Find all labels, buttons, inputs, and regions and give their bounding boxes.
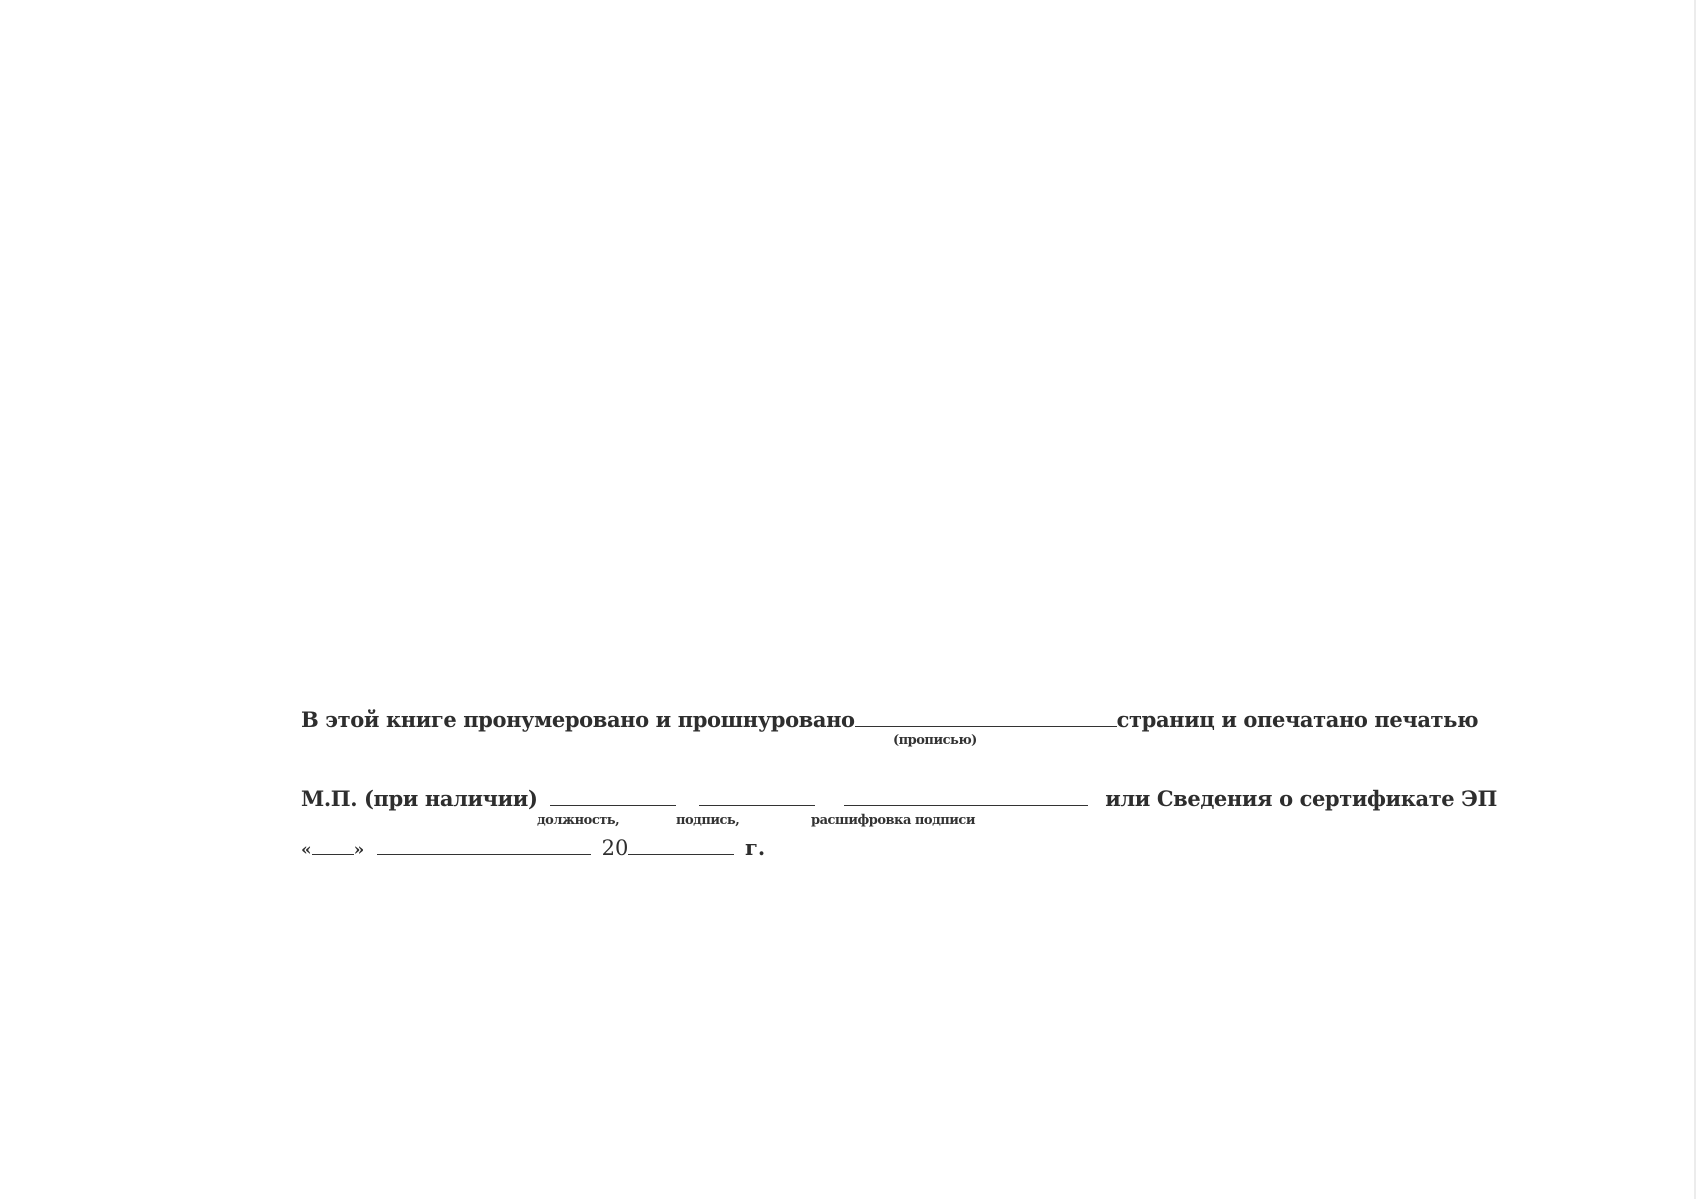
pages-count-suffix: страниц и опечатано печатью <box>1116 707 1479 732</box>
pages-count-prefix: В этой книге пронумеровано и прошнуровано <box>301 707 855 732</box>
certificate-info-label: или Сведения о сертификате ЭП <box>1105 786 1497 811</box>
date-open-quote: « <box>301 840 312 860</box>
year-prefix: 20 <box>601 836 629 860</box>
stamp-signature-line <box>301 787 1497 811</box>
month-blank <box>377 840 591 855</box>
position-blank <box>550 787 676 806</box>
pages-count-blank <box>855 708 1117 727</box>
signature-blank <box>699 787 815 806</box>
position-hint: должность, <box>537 813 620 828</box>
day-blank <box>312 840 354 855</box>
date-line <box>301 836 765 862</box>
year-suffix: г. <box>745 835 766 860</box>
signature-decoding-blank <box>844 787 1088 806</box>
stamp-label: М.П. (при наличии) <box>301 786 538 811</box>
year-blank <box>628 840 734 855</box>
signature-decoding-hint: расшифровка подписи <box>811 813 975 828</box>
pages-count-line <box>301 708 1478 732</box>
pages-count-hint: (прописью) <box>893 733 977 748</box>
signature-hint: подпись, <box>676 813 740 828</box>
date-close-quote: » <box>353 840 365 860</box>
